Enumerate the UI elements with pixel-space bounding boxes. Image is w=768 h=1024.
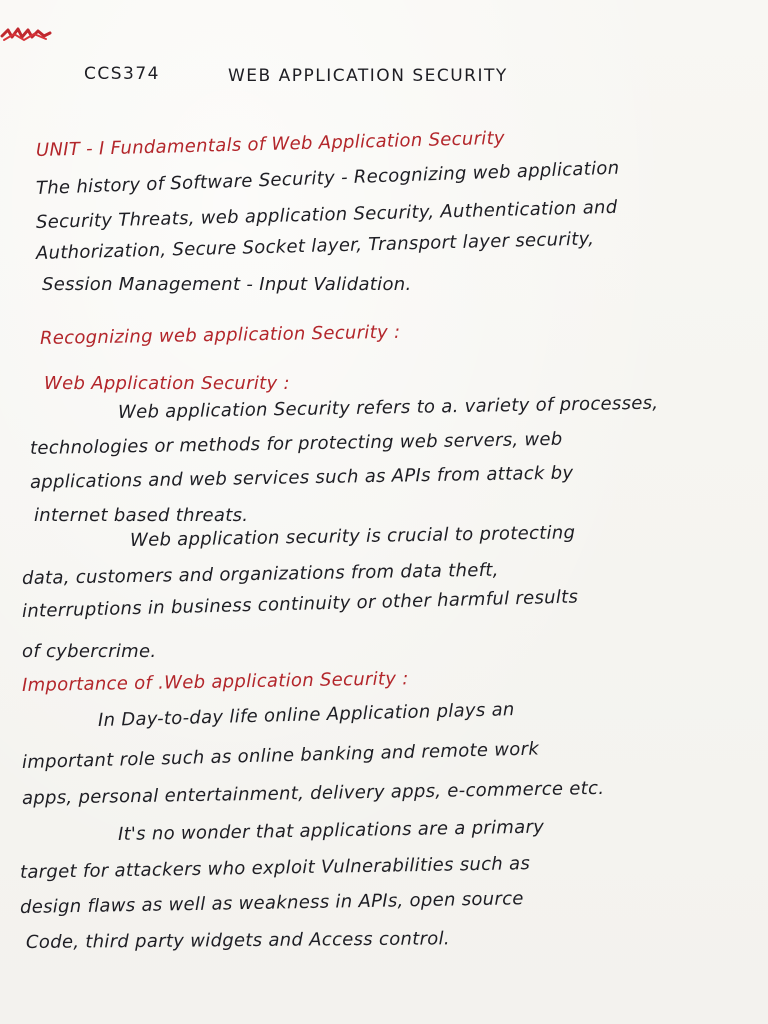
unit-heading: UNIT - I Fundamentals of Web Application Security: [35, 127, 506, 161]
course-code: CCS374: [84, 64, 160, 84]
course-title: WEB APPLICATION SECURITY: [228, 66, 508, 86]
paragraph-line: target for attackers who exploit Vulnerabilities such as: [19, 853, 531, 883]
subheading-web-app-security: Web Application Security :: [44, 373, 290, 394]
paragraph-line: interruptions in business continuity or other harmful results: [21, 586, 579, 622]
paragraph-line: of cybercrime.: [22, 641, 157, 662]
paragraph-line: technologies or methods for protecting web servers, web: [29, 428, 563, 459]
syllabus-line: Security Threats, web application Security, Authentication and: [35, 196, 618, 233]
paragraph-line: Web application security is crucial to protecting: [129, 522, 576, 551]
syllabus-line: Authorization, Secure Socket layer, Transport layer security,: [35, 228, 595, 264]
paragraph-line: In Day-to-day life online Application plays an: [97, 699, 515, 731]
paragraph-line: Web application Security refers to a. variety of processes,: [117, 392, 659, 423]
red-marker-scribble: [0, 22, 52, 44]
paragraph-line: data, customers and organizations from data theft,: [21, 559, 499, 589]
syllabus-line: The history of Software Security - Recognizing web application: [35, 157, 620, 199]
paragraph-line: important role such as online banking and remote work: [21, 738, 540, 773]
paragraph-line: It's no wonder that applications are a primary: [117, 816, 545, 845]
paragraph-line: apps, personal entertainment, delivery apps, e-commerce etc.: [21, 777, 605, 809]
section-heading-recognizing: Recognizing web application Security :: [39, 321, 401, 349]
paragraph-line: Code, third party widgets and Access control.: [25, 928, 450, 953]
paragraph-line: applications and web services such as APIs from attack by: [29, 462, 574, 493]
paragraph-line: internet based threats.: [34, 505, 249, 526]
syllabus-line: Session Management - Input Validation.: [42, 274, 412, 295]
paragraph-line: design flaws as well as weakness in APIs, open source: [19, 888, 524, 918]
section-heading-importance: Importance of .Web application Security :: [21, 668, 409, 696]
